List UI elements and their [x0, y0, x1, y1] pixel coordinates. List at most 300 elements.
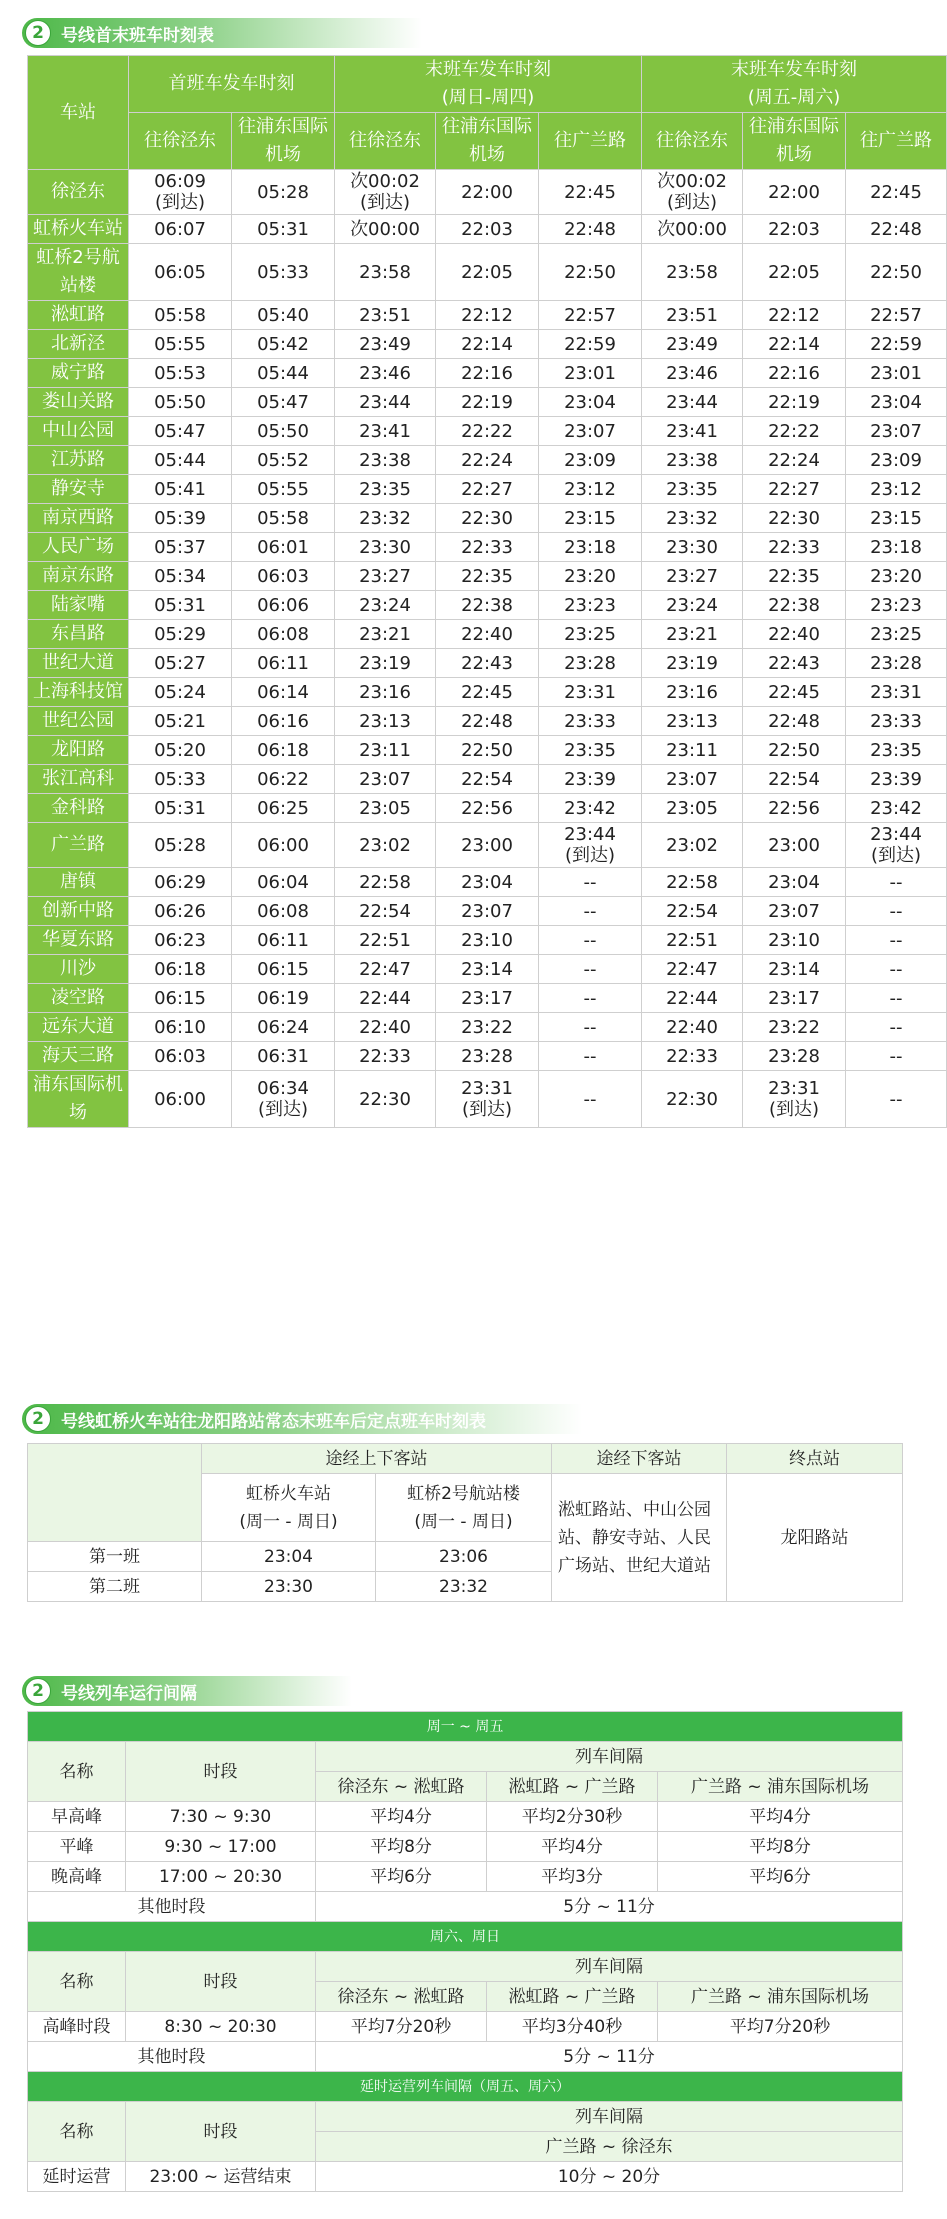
time-cell: 23:00 [743, 823, 846, 868]
station-name: 凌空路 [28, 984, 129, 1013]
time-cell: 23:17 [436, 984, 539, 1013]
time-cell: 05:37 [129, 533, 232, 562]
time-cell: 23:42 [846, 794, 947, 823]
time-cell: 05:53 [129, 359, 232, 388]
line-2-badge: 2 [25, 20, 51, 46]
time-cell: 23:35 [335, 475, 436, 504]
interval-value: 平均3分40秒 [487, 2012, 658, 2042]
time-cell: 23:24 [642, 591, 743, 620]
table-row [28, 736, 947, 765]
table-row [28, 984, 947, 1013]
time-cell: 22:35 [743, 562, 846, 591]
time-cell: 23:16 [642, 678, 743, 707]
time-cell: 22:56 [743, 794, 846, 823]
table-row [28, 868, 947, 897]
table-row [28, 446, 947, 475]
time-cell: 22:47 [335, 955, 436, 984]
time-cell: 06:34 (到达) [232, 1071, 335, 1128]
table-row [28, 1042, 947, 1071]
time-cell: 23:31 (到达) [743, 1071, 846, 1128]
time-cell: 23:16 [335, 678, 436, 707]
time-cell: 23:51 [335, 301, 436, 330]
time-cell: 次00:02 (到达) [335, 170, 436, 215]
station-name: 徐泾东 [28, 170, 129, 215]
station-name: 北新泾 [28, 330, 129, 359]
time-cell: 05:58 [129, 301, 232, 330]
station-name: 川沙 [28, 955, 129, 984]
time-cell: 23:24 [335, 591, 436, 620]
col-period: 时段 [126, 1742, 316, 1802]
time-cell: -- [846, 1042, 947, 1071]
table-row [28, 591, 947, 620]
time-cell: 23:15 [846, 504, 947, 533]
segment: 淞虹路 ~ 广兰路 [487, 1772, 658, 1802]
time-cell: 06:00 [232, 823, 335, 868]
time-cell: 05:29 [129, 620, 232, 649]
time-cell: -- [539, 868, 642, 897]
time-cell: 23:31 (到达) [436, 1071, 539, 1128]
time-cell: 23:15 [539, 504, 642, 533]
special-train-table [27, 1443, 903, 1602]
table-row [28, 765, 947, 794]
time-cell: 22:58 [335, 868, 436, 897]
time-cell: 22:45 [846, 170, 947, 215]
time-cell: -- [539, 955, 642, 984]
time-cell: 05:28 [232, 170, 335, 215]
time-cell: 06:03 [232, 562, 335, 591]
station-name: 虹桥火车站 [28, 215, 129, 244]
time-cell: 23:10 [436, 926, 539, 955]
period-name: 高峰时段 [28, 2012, 126, 2042]
time-cell: 05:27 [129, 649, 232, 678]
table-row [28, 359, 947, 388]
time-cell: 05:33 [232, 244, 335, 301]
interval-value: 平均7分20秒 [316, 2012, 487, 2042]
band-weekday: 周一 ~ 周五 [28, 1712, 903, 1742]
time-cell: 22:44 [642, 984, 743, 1013]
time-cell: 23:31 [539, 678, 642, 707]
interval-value: 平均4分 [316, 1802, 487, 1832]
interval-value: 平均7分20秒 [658, 2012, 903, 2042]
time-cell: 22:58 [642, 868, 743, 897]
terminal-station: 龙阳路站 [727, 1474, 903, 1602]
time-cell: 22:30 [436, 504, 539, 533]
time-cell: 05:40 [232, 301, 335, 330]
time-cell: 23:20 [539, 562, 642, 591]
time-cell: 22:51 [642, 926, 743, 955]
station-hongqiao-railway [202, 1474, 376, 1542]
time-cell: 06:11 [232, 926, 335, 955]
time-cell: 23:44 (到达) [539, 823, 642, 868]
band-weekend: 周六、周日 [28, 1922, 903, 1952]
header-last-weekend-days: (周五-周六) [747, 87, 841, 108]
station-name: 娄山关路 [28, 388, 129, 417]
line-2-badge: 2 [25, 1406, 51, 1432]
time-cell: 22:44 [335, 984, 436, 1013]
time-cell: 05:31 [129, 794, 232, 823]
section-title-text: 号线列车运行间隔 [61, 1683, 197, 1704]
header-via-board: 途经上下客站 [202, 1444, 552, 1474]
subheader-direction: 往广兰路 [846, 113, 947, 170]
time-cell: 23:25 [539, 620, 642, 649]
time-cell: 05:55 [129, 330, 232, 359]
station-name: 世纪公园 [28, 707, 129, 736]
station-name: 创新中路 [28, 897, 129, 926]
table-row [28, 794, 947, 823]
time-cell: 23:35 [642, 475, 743, 504]
subheader-direction: 往浦东国际机场 [743, 113, 846, 170]
time-cell: 05:47 [232, 388, 335, 417]
time-cell: 23:05 [642, 794, 743, 823]
time-cell: 22:51 [335, 926, 436, 955]
other-period-label: 其他时段 [28, 2042, 316, 2072]
time-cell: -- [846, 868, 947, 897]
subheader-direction: 往浦东国际机场 [232, 113, 335, 170]
other-period-value: 5分 ~ 11分 [316, 1892, 903, 1922]
subheader-direction: 往徐泾东 [642, 113, 743, 170]
time-cell: 23:58 [642, 244, 743, 301]
time-cell: 06:08 [232, 620, 335, 649]
segment: 广兰路 ~ 浦东国际机场 [658, 1982, 903, 2012]
time-cell: 06:08 [232, 897, 335, 926]
station-name: 广兰路 [28, 823, 129, 868]
time-cell: 23:07 [539, 417, 642, 446]
time-cell: 05:50 [232, 417, 335, 446]
time-cell: 22:27 [743, 475, 846, 504]
time-cell: 23:00 [436, 823, 539, 868]
time-cell: 23:35 [539, 736, 642, 765]
station-name: 南京西路 [28, 504, 129, 533]
trip-time: 23:32 [376, 1572, 552, 1602]
station-name: 中山公园 [28, 417, 129, 446]
time-cell: 22:40 [436, 620, 539, 649]
time-cell: 次00:02 (到达) [642, 170, 743, 215]
time-cell: 22:48 [846, 215, 947, 244]
time-cell: 23:41 [642, 417, 743, 446]
trip-time: 23:06 [376, 1542, 552, 1572]
section-title-intervals [22, 1676, 352, 1706]
station-name: 人民广场 [28, 533, 129, 562]
time-cell: 06:00 [129, 1071, 232, 1128]
time-cell: -- [846, 984, 947, 1013]
period-time: 9:30 ~ 17:00 [126, 1832, 316, 1862]
time-cell: 22:19 [436, 388, 539, 417]
time-cell: 23:28 [846, 649, 947, 678]
time-cell: 06:26 [129, 897, 232, 926]
time-cell: 05:47 [129, 417, 232, 446]
time-cell: 06:15 [129, 984, 232, 1013]
time-cell: 23:13 [335, 707, 436, 736]
station-name: 海天三路 [28, 1042, 129, 1071]
time-cell: 22:16 [743, 359, 846, 388]
time-cell: 05:42 [232, 330, 335, 359]
time-cell: 05:50 [129, 388, 232, 417]
segment: 广兰路 ~ 浦东国际机场 [658, 1772, 903, 1802]
period-name: 平峰 [28, 1832, 126, 1862]
station-days: (周一 - 周日) [239, 1511, 338, 1532]
col-name: 名称 [28, 1952, 126, 2012]
station-name: 静安寺 [28, 475, 129, 504]
time-cell: 06:05 [129, 244, 232, 301]
header-last-weekday-days: (周日-周四) [441, 87, 535, 108]
segment: 徐泾东 ~ 淞虹路 [316, 1982, 487, 2012]
interval-value: 10分 ~ 20分 [316, 2162, 903, 2192]
interval-value: 平均4分 [487, 1832, 658, 1862]
time-cell: 06:18 [232, 736, 335, 765]
corner-cell [28, 1444, 202, 1542]
time-cell: 23:02 [642, 823, 743, 868]
interval-table [27, 1711, 903, 2192]
section-title-text: 号线虹桥火车站往龙阳路站常态末班车后定点班车时刻表 [61, 1411, 486, 1432]
time-cell: -- [846, 926, 947, 955]
time-cell: 05:58 [232, 504, 335, 533]
time-cell: 23:28 [436, 1042, 539, 1071]
time-cell: 22:35 [436, 562, 539, 591]
station-name: 张江高科 [28, 765, 129, 794]
segment: 淞虹路 ~ 广兰路 [487, 1982, 658, 2012]
time-cell: 22:54 [642, 897, 743, 926]
time-cell: 22:24 [436, 446, 539, 475]
time-cell: 23:25 [846, 620, 947, 649]
station-name: 唐镇 [28, 868, 129, 897]
time-cell: -- [539, 984, 642, 1013]
time-cell: 23:18 [539, 533, 642, 562]
time-cell: 23:04 [743, 868, 846, 897]
time-cell: 22:54 [436, 765, 539, 794]
band-extended: 延时运营列车间隔（周五、周六） [28, 2072, 903, 2102]
segment: 广兰路 ~ 徐泾东 [316, 2132, 903, 2162]
time-cell: 06:07 [129, 215, 232, 244]
time-cell: 23:07 [846, 417, 947, 446]
time-cell: 23:04 [846, 388, 947, 417]
time-cell: 06:03 [129, 1042, 232, 1071]
time-cell: 22:43 [743, 649, 846, 678]
header-first-train: 首班车发车时刻 [129, 56, 335, 113]
time-cell: 22:50 [436, 736, 539, 765]
time-cell: 05:21 [129, 707, 232, 736]
time-cell: 22:19 [743, 388, 846, 417]
time-cell: 22:16 [436, 359, 539, 388]
time-cell: 22:00 [436, 170, 539, 215]
time-cell: 23:04 [436, 868, 539, 897]
time-cell: 23:09 [539, 446, 642, 475]
time-cell: 23:07 [436, 897, 539, 926]
time-cell: 23:38 [642, 446, 743, 475]
time-cell: 05:20 [129, 736, 232, 765]
time-cell: 06:29 [129, 868, 232, 897]
time-cell: 06:22 [232, 765, 335, 794]
table-row [28, 1071, 947, 1128]
time-cell: 22:48 [436, 707, 539, 736]
time-cell: 23:10 [743, 926, 846, 955]
time-cell: 22:05 [743, 244, 846, 301]
time-cell: 22:33 [436, 533, 539, 562]
time-cell: 23:46 [335, 359, 436, 388]
time-cell: 23:27 [335, 562, 436, 591]
trip-name: 第一班 [28, 1542, 202, 1572]
time-cell: 23:21 [335, 620, 436, 649]
time-cell: 23:01 [846, 359, 947, 388]
table-row [28, 475, 947, 504]
station-name: 金科路 [28, 794, 129, 823]
table-row [28, 417, 947, 446]
header-terminal: 终点站 [727, 1444, 903, 1474]
station-hongqiao-t2 [376, 1474, 552, 1542]
time-cell: 05:44 [232, 359, 335, 388]
time-cell: 22:54 [335, 897, 436, 926]
time-cell: 22:59 [539, 330, 642, 359]
time-cell: 06:23 [129, 926, 232, 955]
table-row [28, 170, 947, 215]
col-name: 名称 [28, 1742, 126, 1802]
time-cell: 23:12 [846, 475, 947, 504]
interval-value: 平均3分 [487, 1862, 658, 1892]
time-cell: 22:50 [743, 736, 846, 765]
time-cell: -- [539, 1071, 642, 1128]
time-cell: 06:31 [232, 1042, 335, 1071]
header-last-weekday-title: 末班车发车时刻 [425, 59, 551, 80]
station-days: (周一 - 周日) [414, 1511, 513, 1532]
time-cell: 22:14 [743, 330, 846, 359]
time-cell: 23:02 [335, 823, 436, 868]
table-row [28, 955, 947, 984]
header-last-weekday [335, 56, 642, 113]
time-cell: 22:33 [335, 1042, 436, 1071]
time-cell: 22:59 [846, 330, 947, 359]
time-cell: 22:48 [539, 215, 642, 244]
time-cell: 06:24 [232, 1013, 335, 1042]
station-name: 龙阳路 [28, 736, 129, 765]
time-cell: 23:18 [846, 533, 947, 562]
trip-time: 23:30 [202, 1572, 376, 1602]
time-cell: 22:43 [436, 649, 539, 678]
time-cell: 22:30 [743, 504, 846, 533]
period-name: 早高峰 [28, 1802, 126, 1832]
table-row [28, 678, 947, 707]
table-row [28, 533, 947, 562]
time-cell: 05:28 [129, 823, 232, 868]
time-cell: 06:01 [232, 533, 335, 562]
time-cell: 22:03 [743, 215, 846, 244]
table-row [28, 301, 947, 330]
station-name: 世纪大道 [28, 649, 129, 678]
subheader-direction: 往徐泾东 [129, 113, 232, 170]
time-cell: 05:34 [129, 562, 232, 591]
time-cell: 22:45 [436, 678, 539, 707]
subheader-direction: 往广兰路 [539, 113, 642, 170]
time-cell: 23:39 [846, 765, 947, 794]
time-cell: 23:04 [539, 388, 642, 417]
time-cell: 23:28 [539, 649, 642, 678]
other-period-value: 5分 ~ 11分 [316, 2042, 903, 2072]
time-cell: 22:50 [539, 244, 642, 301]
time-cell: 22:30 [335, 1071, 436, 1128]
time-cell: 22:40 [743, 620, 846, 649]
col-period: 时段 [126, 2102, 316, 2162]
station-name: 陆家嘴 [28, 591, 129, 620]
time-cell: 22:05 [436, 244, 539, 301]
station-name: 华夏东路 [28, 926, 129, 955]
col-name: 名称 [28, 2102, 126, 2162]
station-name: 虹桥2号航站楼 [407, 1483, 520, 1504]
time-cell: 23:17 [743, 984, 846, 1013]
time-cell: 22:48 [743, 707, 846, 736]
period-name: 延时运营 [28, 2162, 126, 2192]
time-cell: 23:44 [335, 388, 436, 417]
time-cell: 05:55 [232, 475, 335, 504]
time-cell: 23:19 [642, 649, 743, 678]
time-cell: 05:41 [129, 475, 232, 504]
time-cell: 23:51 [642, 301, 743, 330]
time-cell: 23:22 [436, 1013, 539, 1042]
time-cell: 05:44 [129, 446, 232, 475]
time-cell: 23:09 [846, 446, 947, 475]
time-cell: -- [539, 897, 642, 926]
time-cell: -- [846, 1071, 947, 1128]
time-cell: -- [846, 897, 947, 926]
time-cell: -- [846, 955, 947, 984]
other-period-label: 其他时段 [28, 1892, 316, 1922]
time-cell: 23:23 [846, 591, 947, 620]
table-row [28, 707, 947, 736]
station-name: 虹桥2号航站楼 [28, 244, 129, 301]
interval-value: 平均6分 [316, 1862, 487, 1892]
time-cell: 22:50 [846, 244, 947, 301]
col-period: 时段 [126, 1952, 316, 2012]
station-name: 淞虹路 [28, 301, 129, 330]
time-cell: 23:11 [335, 736, 436, 765]
period-time: 23:00 ~ 运营结束 [126, 2162, 316, 2192]
time-cell: 06:19 [232, 984, 335, 1013]
station-name: 江苏路 [28, 446, 129, 475]
time-cell: 05:31 [232, 215, 335, 244]
time-cell: 23:33 [846, 707, 947, 736]
time-cell: 23:12 [539, 475, 642, 504]
table-row [28, 330, 947, 359]
time-cell: 23:01 [539, 359, 642, 388]
time-cell: 06:11 [232, 649, 335, 678]
header-station: 车站 [28, 56, 129, 170]
period-time: 7:30 ~ 9:30 [126, 1802, 316, 1832]
time-cell: 23:41 [335, 417, 436, 446]
time-cell: 23:46 [642, 359, 743, 388]
table-row [28, 562, 947, 591]
interval-value: 平均2分30秒 [487, 1802, 658, 1832]
time-cell: 22:12 [436, 301, 539, 330]
time-cell: 23:19 [335, 649, 436, 678]
time-cell: 23:49 [335, 330, 436, 359]
time-cell: 06:15 [232, 955, 335, 984]
table-row [28, 504, 947, 533]
time-cell: 23:21 [642, 620, 743, 649]
header-via-alight: 途经下客站 [552, 1444, 727, 1474]
time-cell: 23:32 [642, 504, 743, 533]
time-cell: 22:54 [743, 765, 846, 794]
time-cell: 06:14 [232, 678, 335, 707]
time-cell: -- [539, 1013, 642, 1042]
time-cell: 23:38 [335, 446, 436, 475]
time-cell: 23:32 [335, 504, 436, 533]
time-cell: 23:27 [642, 562, 743, 591]
time-cell: 22:56 [436, 794, 539, 823]
time-cell: 22:45 [743, 678, 846, 707]
time-cell: 23:07 [335, 765, 436, 794]
time-cell: 23:07 [642, 765, 743, 794]
time-cell: 06:16 [232, 707, 335, 736]
time-cell: 23:44 [642, 388, 743, 417]
time-cell: 22:03 [436, 215, 539, 244]
station-name: 浦东国际机场 [28, 1071, 129, 1128]
